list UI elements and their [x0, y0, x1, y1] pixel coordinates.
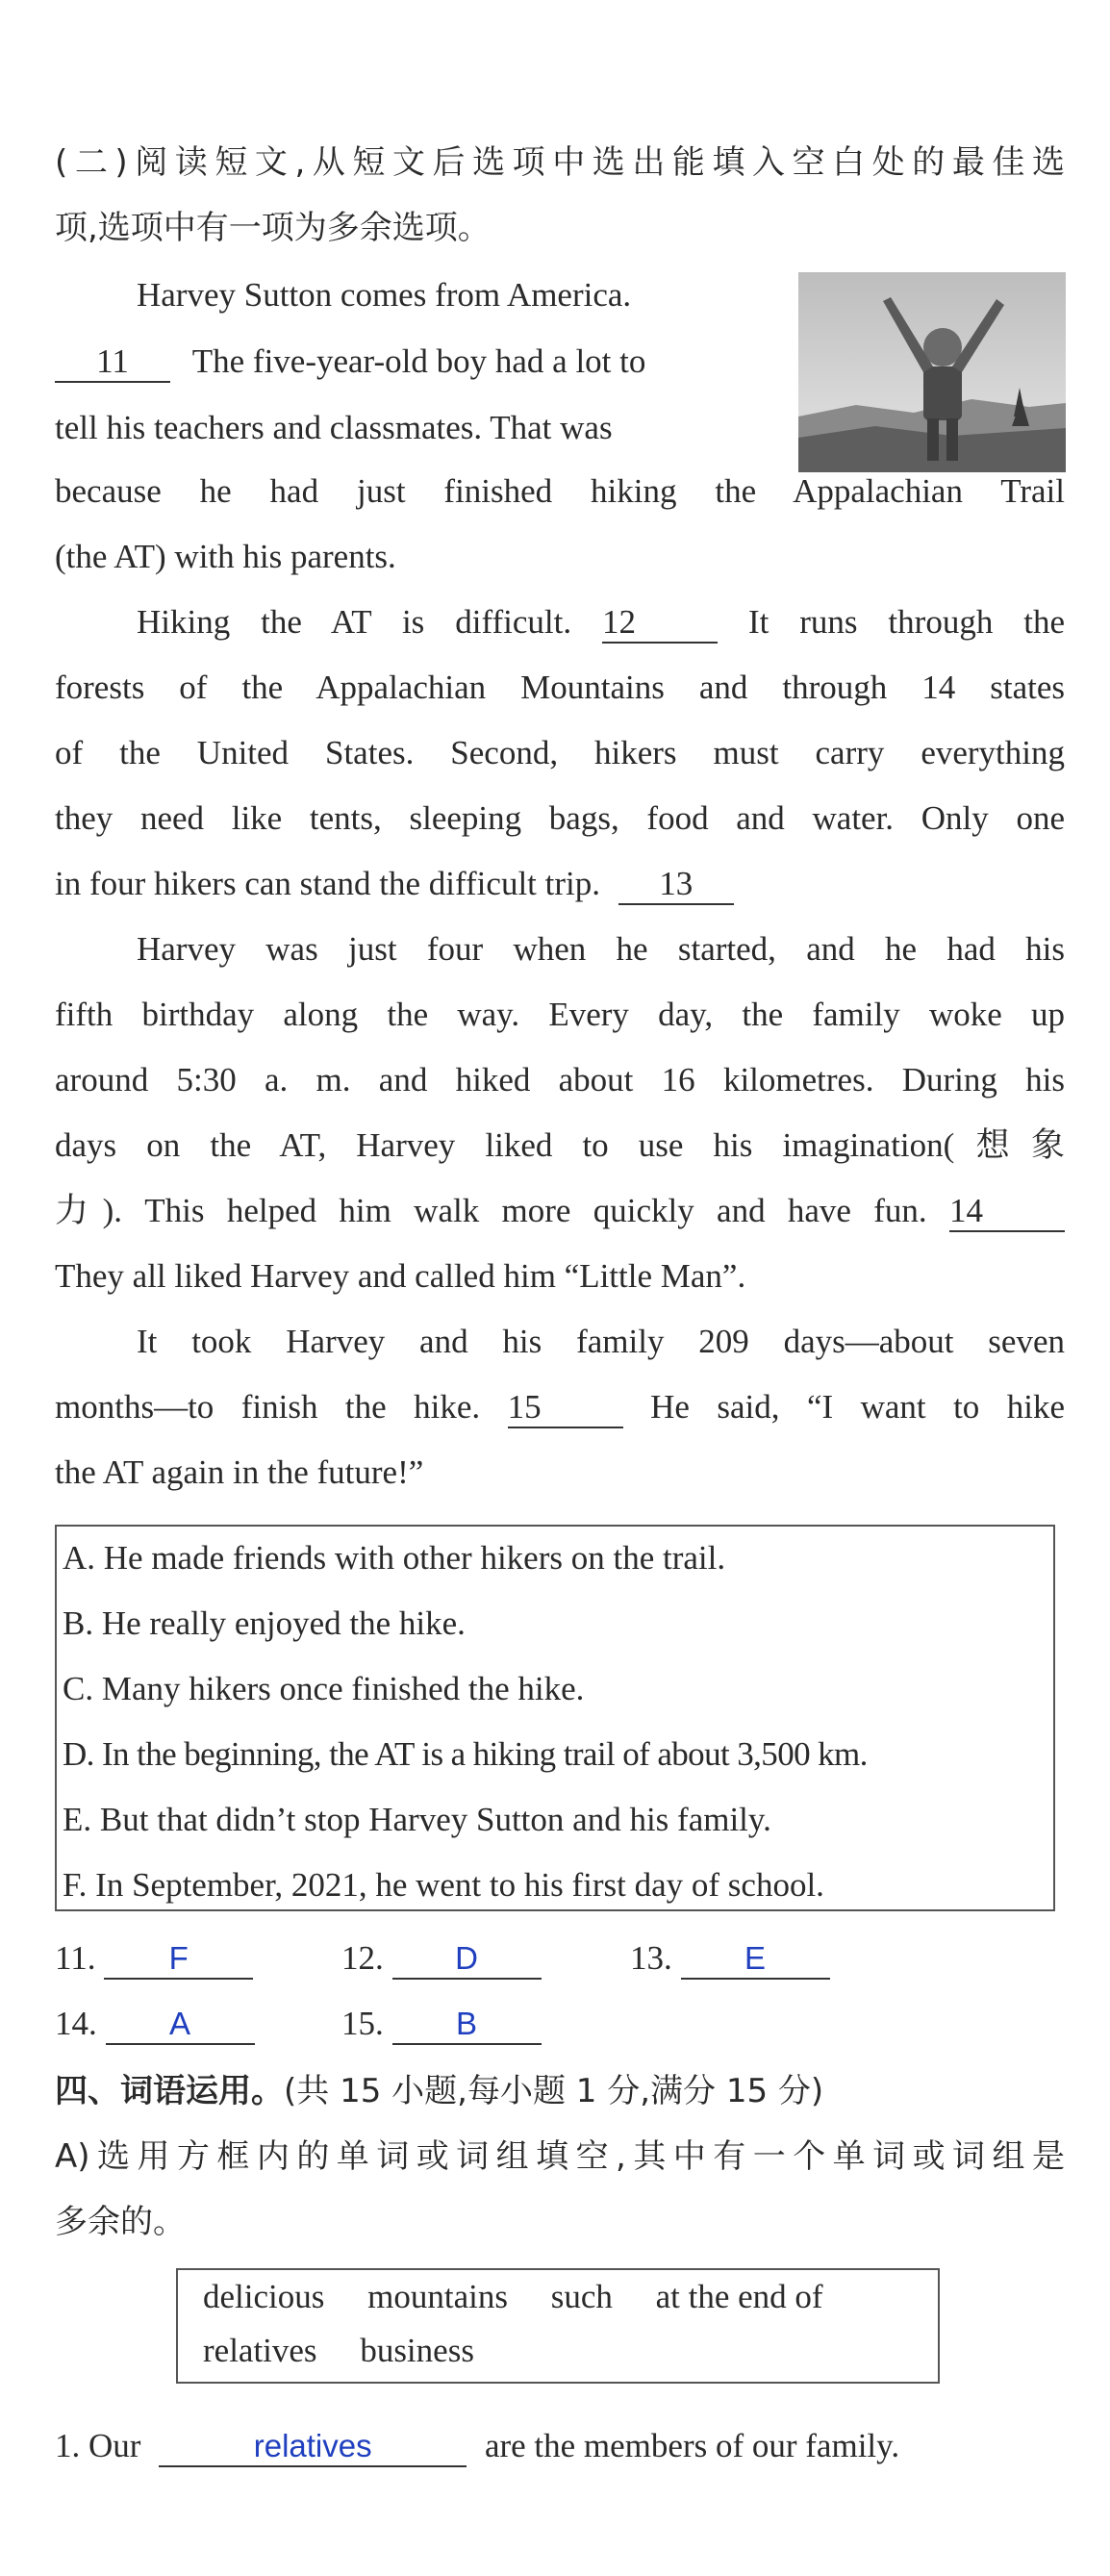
answer-12-value: D [455, 1940, 478, 1976]
passage-p4-line1: It took Harvey and his family 209 days—about seven [137, 1323, 1065, 1360]
passage-p1-line2 [55, 340, 645, 384]
word-business: business [360, 2332, 474, 2369]
blank-14: 14 [949, 1192, 1065, 1232]
word-such: such [550, 2278, 613, 2315]
answer-15 [341, 2002, 542, 2046]
section2-instruction-line2: 项,选项中有一项为多余选项。 [55, 209, 491, 247]
word-relatives: relatives [203, 2332, 317, 2369]
answer-12-number: 12. [341, 1939, 384, 1977]
word-bank-box [176, 2268, 940, 2384]
answer-13-value: E [744, 1940, 766, 1976]
passage-p3-line6: They all liked Harvey and called him “Little Man”. [55, 1257, 746, 1295]
passage-p1-line1: Harvey Sutton comes from America. [137, 276, 632, 314]
passage-p3-line4: days on the AT, Harvey liked to use his imagination(想象 [55, 1126, 1065, 1164]
option-a: A. He made friends with other hikers on the trail. [63, 1539, 726, 1577]
answer-14 [55, 2002, 255, 2046]
blank-13: 13 [618, 865, 734, 905]
hiker-boy-photo [798, 272, 1066, 472]
passage-p3-line2: fifth birthday along the way. Every day, the family woke up [55, 996, 1065, 1033]
passage-p3-line3: around 5:30 a. m. and hiked about 16 kilometres. During his [55, 1061, 1065, 1099]
passage-p2-line1 [137, 600, 1065, 644]
answer-13-field[interactable] [681, 1939, 830, 1980]
answer-14-value: A [168, 2006, 190, 2041]
answer-14-number: 14. [55, 2005, 97, 2042]
blank-11: 11 [55, 342, 170, 383]
passage-p2-line2: forests of the Appalachian Mountains and through 14 states [55, 669, 1065, 706]
answer-13 [630, 1936, 830, 1981]
answer-15-value: B [455, 2006, 477, 2041]
passage-p1-line5: (the AT) with his parents. [55, 538, 396, 575]
answer-11-field[interactable] [104, 1939, 253, 1980]
question-1-number: 1. Our [55, 2427, 141, 2464]
option-c: C. Many hikers once finished the hike. [63, 1670, 585, 1707]
passage-p1-line3: tell his teachers and classmates. That was [55, 409, 613, 446]
option-b: B. He really enjoyed the hike. [63, 1604, 466, 1642]
question-1-answer: relatives [253, 2428, 372, 2463]
passage-p2-line3: of the United States. Second, hikers must carry everything [55, 734, 1065, 771]
section4a-instruction-line1: A)选用方框内的单词或词组填空,其中有一个单词或词组是 [55, 2137, 1065, 2176]
answer-13-number: 13. [630, 1939, 672, 1977]
passage-p2-line4: they need like tents, sleeping bags, food and water. Only one [55, 799, 1065, 837]
word-delicious: delicious [203, 2278, 325, 2315]
answer-11-number: 11. [55, 1939, 96, 1977]
word-bank-row1 [203, 2276, 858, 2318]
section4-title: 四、词语运用。 [55, 2072, 284, 2110]
option-d: D. In the beginning, the AT is a hiking trail of about 3,500 km. [63, 1735, 868, 1773]
section2-instruction-line1: (二)阅读短文,从短文后选项中选出能填入空白处的最佳选 [55, 143, 1065, 182]
question-1-field[interactable] [159, 2427, 467, 2467]
passage-p2-line1b: It runs through the [747, 603, 1065, 641]
question-1-text: are the members of our family. [484, 2427, 900, 2464]
passage-p4-line2 [55, 1385, 1065, 1429]
answer-11-value: F [168, 1940, 189, 1976]
passage-p3-line5-text: 力). This helped him walk more quickly and have fun. [55, 1192, 927, 1229]
word-mountains: mountains [367, 2278, 508, 2315]
passage-p3-line1: Harvey was just four when he started, and he had his [137, 930, 1065, 968]
blank-12: 12 [602, 603, 718, 644]
answer-15-field[interactable] [392, 2005, 542, 2045]
option-e: E. But that didn’t stop Harvey Sutton and his family. [63, 1801, 771, 1838]
passage-p4-line2b: He said, “I want to hike [650, 1388, 1066, 1426]
section4-note: (共 15 小题,每小题 1 分,满分 15 分) [284, 2072, 824, 2110]
answer-12 [341, 1936, 542, 1981]
passage-p2-line5 [55, 862, 734, 906]
question-1 [55, 2424, 899, 2468]
passage-p2-line1a: Hiking the AT is difficult. [137, 603, 572, 641]
passage-p4-line3: the AT again in the future!” [55, 1453, 424, 1491]
section4-heading [55, 2069, 823, 2113]
passage-p1-line2-text: The five-year-old boy had a lot to [191, 342, 646, 380]
passage-p4-line2a: months—to finish the hike. [55, 1388, 481, 1426]
answer-12-field[interactable] [392, 1939, 542, 1980]
answer-15-number: 15. [341, 2005, 384, 2042]
passage-p2-line5-text: in four hikers can stand the difficult trip. [55, 865, 600, 902]
blank-15: 15 [508, 1388, 623, 1428]
word-bank-row2 [203, 2330, 509, 2372]
section4a-instruction-line2: 多余的。 [55, 2203, 186, 2241]
passage-p3-line5 [55, 1189, 1065, 1233]
option-f: F. In September, 2021, he went to his first day of school. [63, 1866, 824, 1904]
options-box [55, 1525, 1055, 1911]
passage-p1-line4: because he had just finished hiking the Appalachian Trail [55, 472, 1065, 510]
answer-14-field[interactable] [106, 2005, 255, 2045]
answer-11 [55, 1936, 253, 1981]
word-at-the-end-of: at the end of [655, 2278, 823, 2315]
